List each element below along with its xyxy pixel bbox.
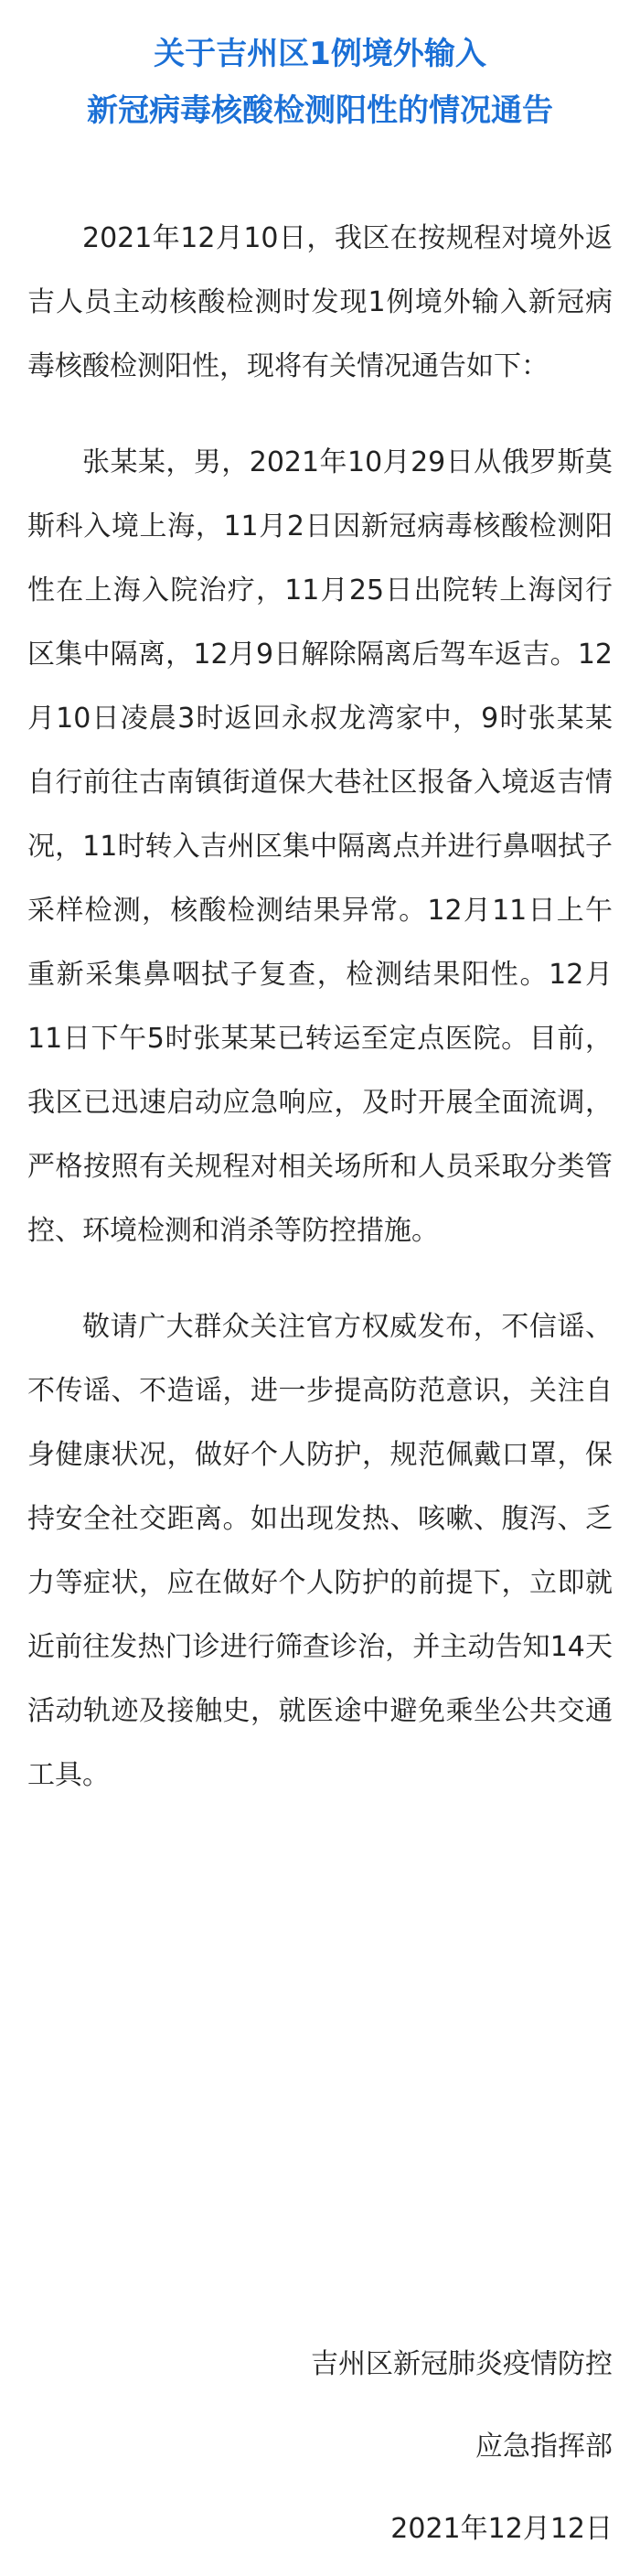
- title-line-2: 新冠病毒核酸检测阳性的情况通告: [87, 92, 553, 129]
- notice-body: [27, 207, 613, 1808]
- signature-block: [311, 2324, 613, 2571]
- signature-organization: 吉州区新冠肺炎疫情防控: [311, 2348, 613, 2380]
- signature-date: 2021年12月12日: [390, 2513, 613, 2545]
- paragraph-public-advice: 敬请广大群众关注官方权威发布，不信谣、不传谣、不造谣，进一步提高防范意识，关注自身健康状况，做好个人防护，规范佩戴口罩，保持安全社交距离。如出现发热、咳嗽、腹泻、乏力等症状，应在做好个人防护的前提下，立即就近前往发热门诊进行筛查诊治，并主动告知14天活动轨迹及接触史，就医途中避免乘坐公共交通工具。: [27, 1311, 613, 1791]
- paragraph-intro: 2021年12月10日，我区在按规程对境外返吉人员主动核酸检测时发现1例境外输入新冠病毒核酸检测阳性，现将有关情况通告如下：: [27, 222, 613, 382]
- title-line-1: 关于吉州区1例境外输入: [154, 36, 486, 72]
- paragraph-case-details: 张某某，男，2021年10月29日从俄罗斯莫斯科入境上海，11月2日因新冠病毒核酸检测阳性在上海入院治疗，11月25日出院转上海闵行区集中隔离，12月9日解除隔离后驾车返吉。12月10日凌晨3时返回永叔龙湾家中，9时张某某自行前往古南镇街道保大巷社区报备入境返吉情况，11时转入吉州区集中隔离点并进行鼻咽拭子采样检测，核酸检测结果异常。12月11日上午重新采集鼻咽拭子复查，检测结果阳性。12月11日下午5时张某某已转运至定点医院。目前，我区已迅速启动应急响应，及时开展全面流调，严格按照有关规程对相关场所和人员采取分类管控、环境检测和消杀等防控措施。: [27, 446, 613, 1247]
- signature-department: 应急指挥部: [475, 2431, 613, 2463]
- notice-title: [27, 26, 613, 139]
